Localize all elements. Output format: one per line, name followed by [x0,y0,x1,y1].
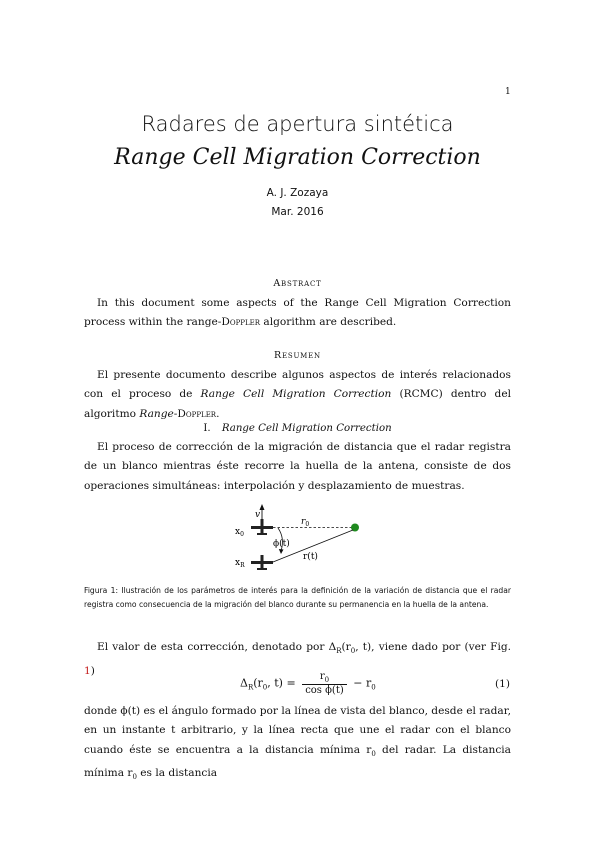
equation-fraction: $\frac{r_0}{\text{cos ϕ(t)}}$ [302,671,347,696]
section-number: I. [203,423,211,434]
plane-icon-bottom [251,555,273,570]
section-heading [0,423,595,434]
equation-number: (1) [495,678,511,690]
resumen-heading: Resumen [274,350,321,361]
figure-caption: Figura 1: Ilustración de los parámetros de interés para la definición de la variación de distancia que el radar registra como consecuencia de la migración del blanco durante su permanencia en la huella de la antena. [84,586,511,609]
section-title: Range Cell Migration Correction [221,423,392,434]
label-x0: $x_0$ [235,527,244,538]
paragraph-definition: donde ϕ(t) es el ángulo formado por la línea de vista del blanco, desde el radar, en un instante t arbitrario, y la línea recta que une el radar con el blanco cuando éste se encuentra a la distancia mínima $r_0$ del radar. La distancia mínima $r_0$ es la distancia [84,705,511,782]
paper-subtitle: Range Cell Migration Correction [114,145,481,170]
paper-title: Radares de apertura sintética [141,112,454,136]
abstract-heading: Abstract [273,278,322,289]
paragraph-intro: El proceso de corrección de la migración de distancia que el radar registra de un blanco mientras éste recorre la huella de la antena, consiste de dos operaciones simultáneas: interpolación y desplazamiento de muestras. [84,441,511,492]
velocity-arrowhead [260,504,265,510]
equation-1: $\Delta_R(r_0$, t) = $\frac{r_0}{\text{cos ϕ(t)}}$ − $r_0$ [240,671,376,696]
label-rt: r(t) [303,552,318,562]
abstract-text: In this document some aspects of the Range Cell Migration Correction process within the range-Doppler algorithm are described. [84,297,511,329]
plane-icon-top [251,519,273,535]
label-xR: $x_R$ [235,558,245,569]
label-velocity: v [255,510,261,520]
resumen-text: El presente documento describe algunos aspectos de interés relacionados con el proceso de Range Cell Migration Correction (RCMC) dentro del algoritmo Range-Doppler. [84,369,511,420]
date: Mar. 2016 [271,206,324,218]
label-r0: $r_0$ [301,517,310,528]
figure-reference-link[interactable]: 1 [84,664,91,677]
paragraph-correction: El valor de esta corrección, denotado por $\Delta_R(r_0$, t), viene dado por (ver Fig. 1) [84,641,511,677]
figure-diagram [225,500,375,582]
label-phi: ϕ(t) [273,539,290,549]
author: A. J. Zozaya [266,187,329,199]
page-number: 1 [505,87,511,97]
